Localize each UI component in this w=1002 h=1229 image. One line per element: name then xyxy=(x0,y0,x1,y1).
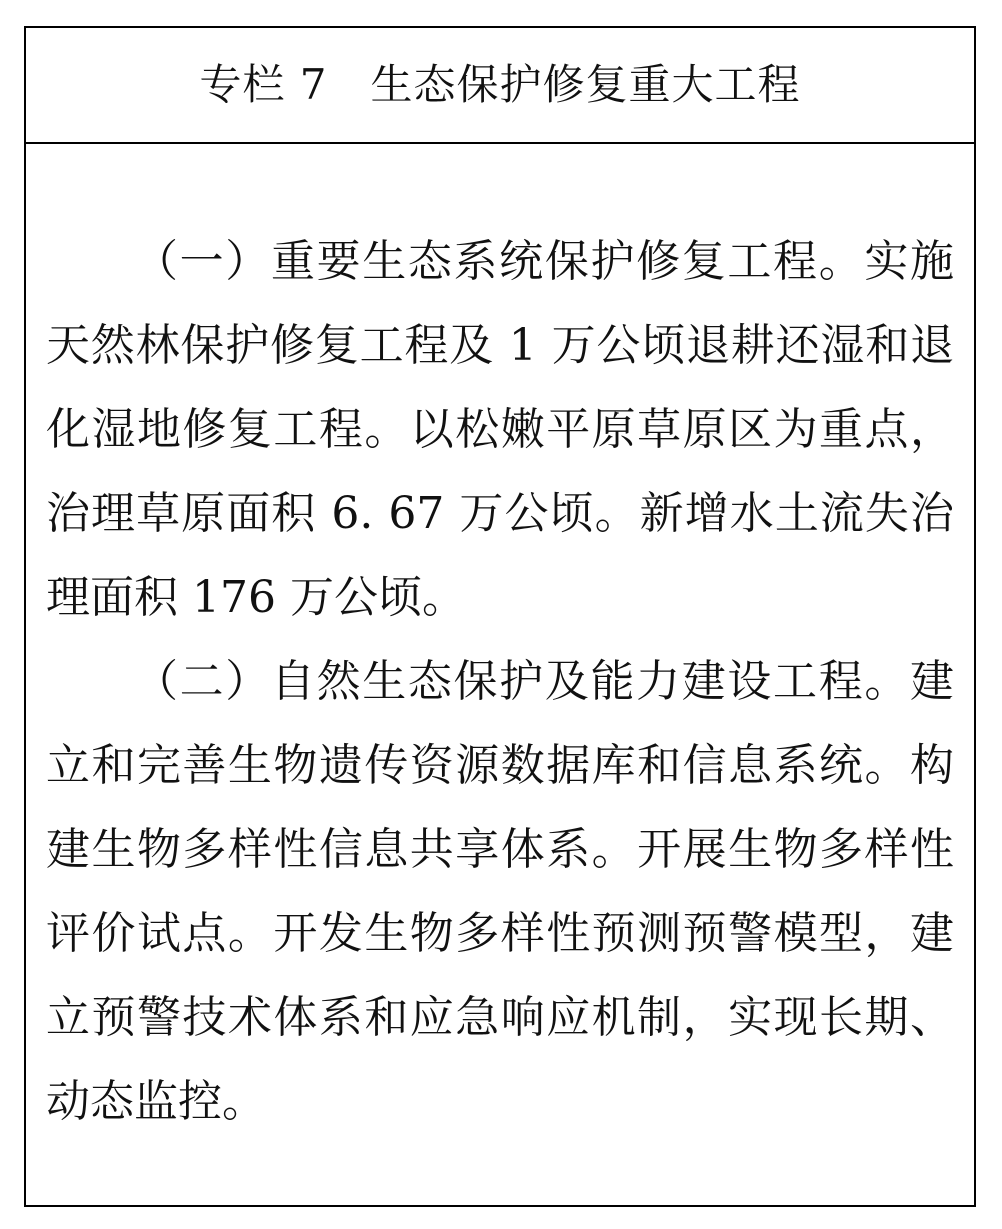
column-box xyxy=(24,26,976,1207)
column-content xyxy=(46,220,954,1144)
paragraph-ecosystem-restoration: （一）重要生态系统保护修复工程。实施天然林保护修复工程及 1 万公顷退耕还湿和退化湿地修复工程。以松嫩平原草原区为重点，治理草原面积 6. 67 万公顷。新增水土流失治理面积 176 万公顷。 xyxy=(46,236,954,623)
column-title: 专栏 7 生态保护修复重大工程 xyxy=(199,60,801,109)
paragraph-biodiversity-capacity: （二）自然生态保护及能力建设工程。建立和完善生物遗传资源数据库和信息系统。构建生物多样性信息共享体系。开展生物多样性评价试点。开发生物多样性预测预警模型，建立预警技术体系和应急响应机制，实现长期、动态监控。 xyxy=(46,656,954,1127)
column-title-bar xyxy=(26,28,974,144)
